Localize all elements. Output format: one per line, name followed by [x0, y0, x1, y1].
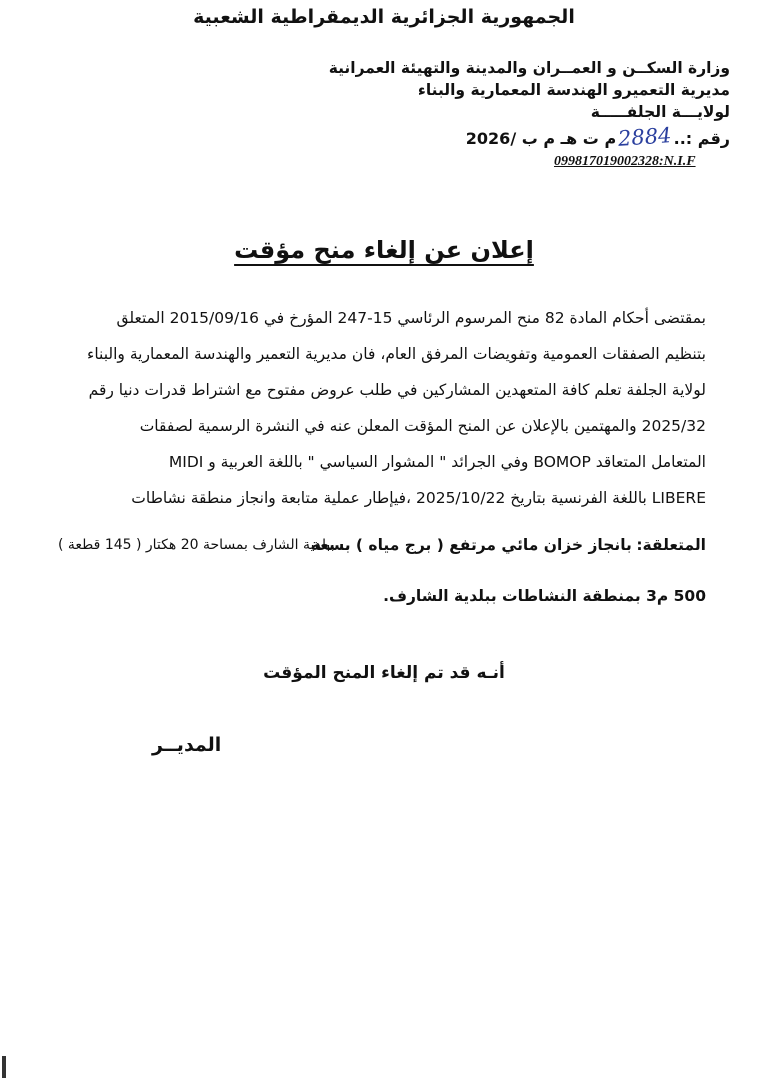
related-project-line-2: 500 م3 بمنطقة النشاطات ببلدية الشارف. — [383, 587, 706, 605]
body-line-1: بمقتضى أحكام المادة 82 منح المرسوم الرئاسي 15-247 المؤرخ في 2015/09/16 المتعلق — [116, 309, 706, 327]
reference-prefix: رقم :.. — [673, 129, 730, 148]
page-title-text: إعلان عن إلغاء منح مؤقت — [234, 236, 534, 264]
related-label: المتعلقة: — [636, 536, 706, 554]
body-line-3: لولاية الجلفة تعلم كافة المتعهدين المشاركين في طلب عروض مفتوح مع اشتراط قدرات دنيا رقم — [88, 381, 706, 399]
cancellation-statement: أنـه قد تم إلغاء المنح المؤقت — [263, 663, 505, 683]
director-signature-label: المديــر — [152, 734, 222, 756]
reference-suffix: م ت هـ م ب /2026 — [465, 129, 617, 148]
nif-number: 099817019002328:N.I.F — [554, 154, 696, 169]
ministry-line: وزارة السكــن و العمــران والمدينة والتهيئة العمرانية — [328, 59, 730, 77]
body-line-2: بتنظيم الصفقات العمومية وتفويضات المرفق العام، فان مديرية التعمير والهندسة المعمارية والبناء — [87, 345, 706, 363]
body-line-5: المتعامل المتعاقد BOMOP وفي الجرائد " المشوار السياسي " باللغة العربية و MIDI — [168, 453, 706, 471]
republic-heading: الجمهورية الجزائرية الديمقراطية الشعبية — [193, 6, 575, 28]
related-project-line — [58, 534, 706, 557]
wilaya-line: لولايـــة الجلفـــــة — [590, 103, 730, 121]
scan-edge-mark — [2, 1056, 6, 1078]
page-title — [0, 236, 768, 264]
directorate-line: مديرية التعميرو الهندسة المعمارية والبناء — [417, 81, 730, 99]
related-tail: ببلدية الشارف بمساحة 20 هكتار ( 145 قطعة ) — [58, 537, 335, 553]
related-text: بانجاز خزان مائي مرتفع ( برج مياه ) بسعة — [310, 536, 632, 554]
reference-handwritten-number: 2884 — [617, 123, 673, 151]
reference-line — [466, 125, 730, 149]
body-line-6: LIBERE باللغة الفرنسية بتاريخ 2025/10/22 ،فيإطار عملية متابعة وانجاز منطقة نشاطات — [131, 489, 706, 507]
body-line-4: 2025/32 والمهتمين بالإعلان عن المنح المؤقت المعلن عنه في النشرة الرسمية لصفقات — [139, 417, 706, 435]
